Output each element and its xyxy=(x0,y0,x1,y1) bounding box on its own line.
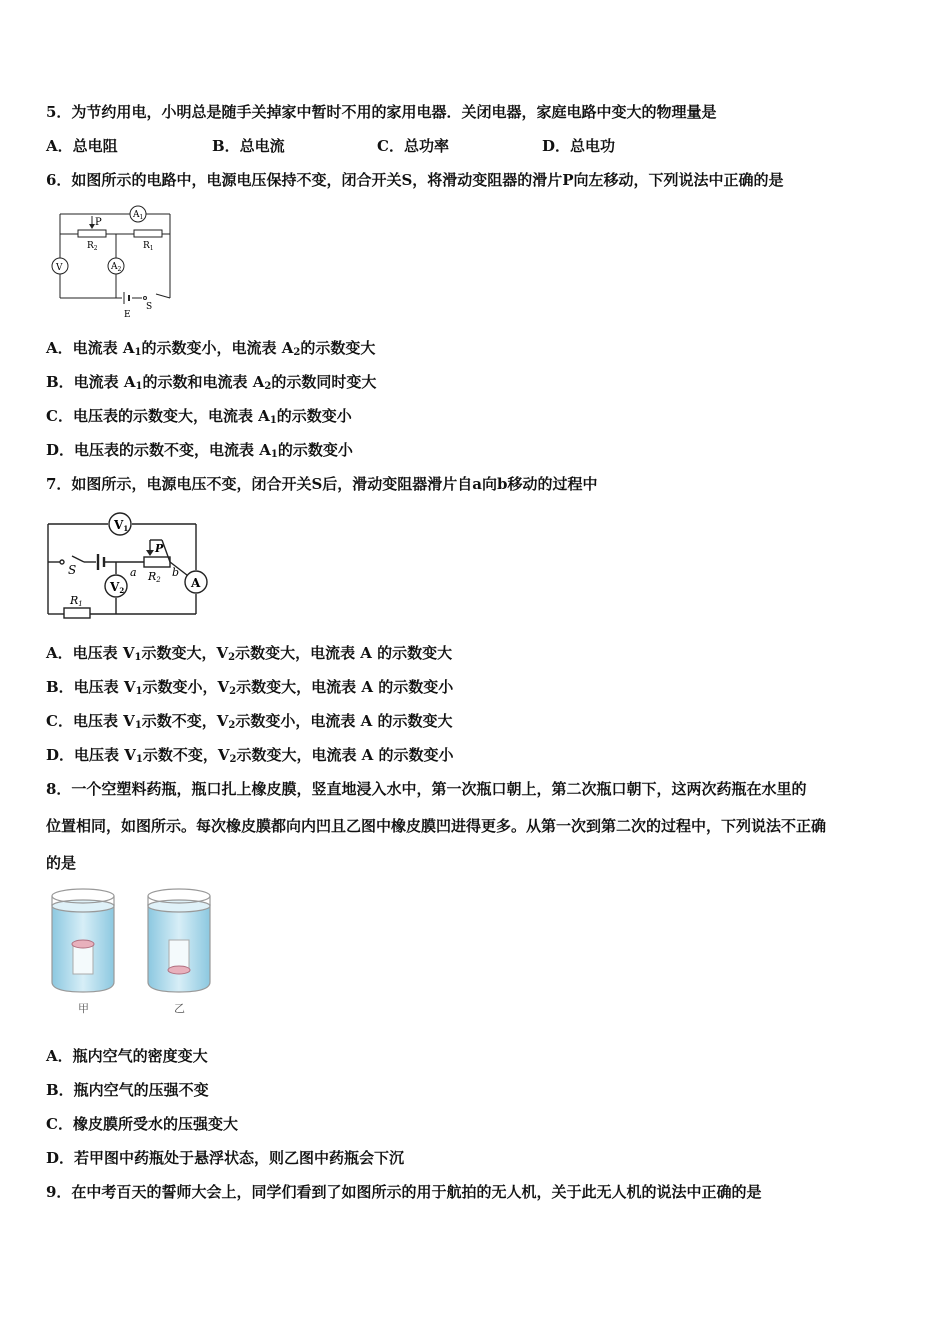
q8-stem-line-1: 8．一个空塑料药瓶，瓶口扎上橡皮膜，竖直地浸入水中，第一次瓶口朝上，第二次瓶口朝下，这两次药瓶在水里的 xyxy=(46,780,807,798)
q7-option-b: B．电压表 $V_1$示数变小，$V_2$示数变大，电流表 A 的示数变小 xyxy=(46,678,454,697)
q6-label-e: E xyxy=(124,310,131,320)
q8-stem-line-3: 的是 xyxy=(46,854,77,872)
q8-option-a: A．瓶内空气的密度变大 xyxy=(46,1047,208,1065)
q6-option-d: D．电压表的示数不变，电流表 $A_1$的示数变小 xyxy=(46,441,353,460)
q7-option-c: C．电压表 $V_1$示数不变，$V_2$示数变小，电流表 A 的示数变大 xyxy=(46,712,453,731)
q7-label-s: S xyxy=(68,563,77,577)
q7-label-ammeter: A xyxy=(191,576,201,590)
q8-beakers-figure xyxy=(46,884,226,1019)
q8-label-right: 乙 xyxy=(174,1002,185,1015)
q6-label-p: P xyxy=(95,217,102,228)
q6-label-s: S xyxy=(146,302,153,312)
q8-option-c: C．橡皮膜所受水的压强变大 xyxy=(46,1115,238,1133)
q6-circuit-figure xyxy=(46,202,181,322)
q7-stem: 7．如图所示，电源电压不变，闭合开关S后，滑动变阻器滑片自a向b移动的过程中 xyxy=(46,475,598,493)
q7-slider-arrow xyxy=(146,550,154,556)
q7-label-b: b xyxy=(172,566,180,579)
q6-label-v: V xyxy=(56,263,63,273)
q5-option-d: D．总电功 xyxy=(542,137,616,155)
q7-label-r1: R1 xyxy=(70,594,83,608)
q7-label-v2: V2 xyxy=(110,580,125,595)
q7-label-a: a xyxy=(130,566,137,579)
right-beaker xyxy=(148,889,210,992)
q9-stem: 9．在中考百天的誓师大会上，同学们看到了如图所示的用于航拍的无人机，关于此无人机的说法中正确的是 xyxy=(46,1183,762,1201)
q6-label-r1: $R_1$ xyxy=(143,241,154,252)
q6-label-a2: $A_2$ xyxy=(111,262,122,273)
q5-option-c: C．总功率 xyxy=(377,137,449,155)
q8-option-d: D．若甲图中药瓶处于悬浮状态，则乙图中药瓶会下沉 xyxy=(46,1149,405,1167)
q7-label-r2: R2 xyxy=(148,570,161,584)
q6-option-c: C．电压表的示数变大，电流表 $A_1$的示数变小 xyxy=(46,407,352,426)
q6-option-b: B．电流表 $A_1$的示数和电流表 $A_2$的示数同时变大 xyxy=(46,373,377,392)
q5-stem: 5．为节约用电，小明总是随手关掉家中暂时不用的家用电器．关闭电器，家庭电路中变大的物理量是 xyxy=(46,103,717,121)
left-beaker xyxy=(52,889,114,992)
q7-label-p: P xyxy=(155,542,164,555)
q6-option-a: A．电流表 $A_1$的示数变小，电流表 $A_2$的示数变大 xyxy=(46,339,376,358)
q6-label-a1: $A_1$ xyxy=(133,210,144,221)
q7-option-a: A．电压表 $V_1$示数变大，$V_2$示数变大，电流表 A 的示数变大 xyxy=(46,644,453,663)
q5-option-b: B．总电流 xyxy=(212,137,285,155)
q5-option-a: A．总电阻 xyxy=(46,137,118,155)
q8-option-b: B．瓶内空气的压强不变 xyxy=(46,1081,209,1099)
q8-label-left: 甲 xyxy=(78,1002,89,1015)
q6-stem: 6．如图所示的电路中，电源电压保持不变，闭合开关S，将滑动变阻器的滑片P向左移动，下列说法中正确的是 xyxy=(46,171,784,189)
q8-stem-line-2: 位置相同，如图所示。每次橡皮膜都向内凹且乙图中橡皮膜凹进得更多。从第一次到第二次的过程中，下列说法不正确 xyxy=(46,817,827,835)
q7-option-d: D．电压表 $V_1$示数不变，$V_2$示数变大，电流表 A 的示数变小 xyxy=(46,746,454,765)
q7-circuit-figure xyxy=(44,506,214,621)
q6-label-r2: $R_2$ xyxy=(87,241,98,252)
q7-label-v1: V1 xyxy=(114,518,129,533)
